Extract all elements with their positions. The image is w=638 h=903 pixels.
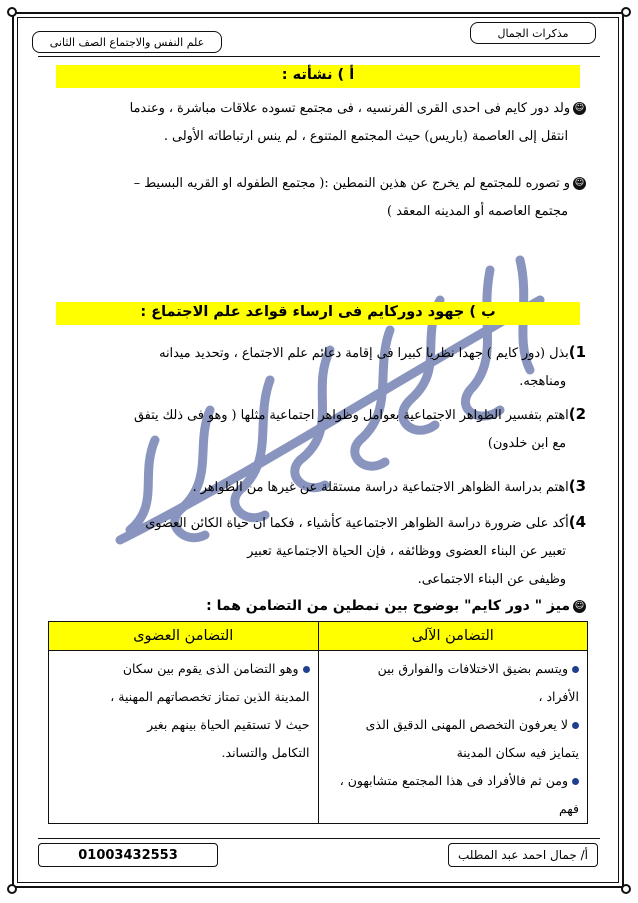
footer-phone: 01003432553 <box>38 843 218 867</box>
section-b-item-3 <box>41 472 586 502</box>
solidarity-heading-text: ميز " دور كايم" بوضوح بين نمطين من التضامن هما : <box>206 598 570 614</box>
list-item <box>325 711 580 739</box>
section-a-paragraph-1 <box>46 95 586 151</box>
table-row <box>49 651 588 824</box>
column-header-organic: التضامن العضوى <box>49 622 319 651</box>
item-line: تعبير عن البناء العضوى ووظائفه ، فإن الحياة الاجتماعية تعبير <box>247 544 566 559</box>
header-left-label: علم النفس والاجتماع الصف الثانى <box>32 31 222 53</box>
cell-line: لا يعرفون التخصص المهنى الدقيق الذى <box>365 717 568 732</box>
table-header-row <box>49 622 588 651</box>
section-b-item-4 <box>41 508 586 594</box>
cell-line: ومن ثم فالأفراد فى هذا المجتمع متشابهون ، فهم <box>339 773 579 816</box>
item-line: وظيفى عن البناء الاجتماعى. <box>417 572 566 587</box>
mechanical-cell <box>318 651 588 824</box>
item-number: 1) <box>568 343 586 361</box>
corner-ornament <box>621 884 631 894</box>
section-b-heading: ب ) جهود دوركايم فى ارساء قواعد علم الاجتماع : <box>56 302 580 325</box>
item-line: بذل (دور كايم ) جهدا نظريا كبيرا فى إقامة دعائم علم الاجتماع ، وتحديد ميدانه <box>159 346 569 361</box>
organic-cell <box>49 651 319 824</box>
section-a-paragraph-2 <box>46 170 586 226</box>
paragraph-line: و تصوره للمجتمع لم يخرج عن هذين النمطين :( مجتمع الطفوله او القريه البسيط – <box>133 176 570 191</box>
bullet-dot-icon <box>303 666 310 673</box>
bullet-dot-icon <box>572 778 579 785</box>
paragraph-line: مجتمع العاصمه أو المدينه المعقد ) <box>387 204 568 219</box>
smiley-bullet-icon: ☺ <box>574 178 585 188</box>
list-item <box>55 655 310 683</box>
smiley-bullet-icon: ☺ <box>574 103 585 113</box>
smiley-bullet-icon: ☺ <box>574 600 585 611</box>
corner-ornament <box>621 7 631 17</box>
cell-line: ويتسم بضيق الاختلافات والفوارق بين <box>377 661 568 676</box>
item-line: أكد على ضرورة دراسة الظواهر الاجتماعية كأشياء ، فكما ان حياة الكائن العضوى <box>145 516 569 531</box>
item-line: مع ابن خلدون) <box>487 436 566 451</box>
item-number: 3) <box>568 477 586 495</box>
section-a-heading: أ ) نشأته : <box>56 65 580 88</box>
header-divider <box>38 56 600 57</box>
cell-line: التكامل والتساند. <box>221 745 310 760</box>
list-item <box>325 767 580 823</box>
item-line: اهتم بتفسير الظواهر الاجتماعية بعوامل وظواهر اجتماعية مثلها ( وهو فى ذلك يتفق <box>133 408 569 423</box>
cell-line: وهو التضامن الذى يقوم بين سكان <box>122 661 299 676</box>
solidarity-heading <box>46 598 586 614</box>
cell-line: حيث لا تستقيم الحياة بينهم بغير <box>147 717 310 732</box>
item-number: 4) <box>568 513 586 531</box>
footer-author: أ/ جمال احمد عبد المطلب <box>448 843 598 867</box>
cell-line: المدينة الذين تمتاز تخصصاتهم المهنية ، <box>110 689 310 704</box>
solidarity-comparison-table <box>48 621 588 824</box>
footer-divider <box>38 838 600 839</box>
bullet-dot-icon <box>572 666 579 673</box>
corner-ornament <box>7 7 17 17</box>
cell-line: الأفراد ، <box>538 689 579 704</box>
paragraph-line: انتقل إلى العاصمة (باريس) حيث المجتمع المتنوع ، لم ينس ارتباطاته الأولى . <box>163 129 568 144</box>
bullet-dot-icon <box>572 722 579 729</box>
cell-line: يتمايز فيه سكان المدينة <box>456 745 579 760</box>
item-line: اهتم بدراسة الظواهر الاجتماعية دراسة مستقلة عن غيرها من الظواهر . <box>192 480 569 495</box>
section-b-item-1 <box>41 338 586 396</box>
item-number: 2) <box>568 405 586 423</box>
section-b-item-2 <box>41 400 586 458</box>
paragraph-line: ولد دور كايم فى احدى القرى الفرنسيه ، فى مجتمع تسوده علاقات مباشرة ، وعندما <box>129 101 570 116</box>
corner-ornament <box>7 884 17 894</box>
column-header-mechanical: التضامن الآلى <box>318 622 588 651</box>
list-item <box>325 655 580 683</box>
item-line: ومناهجه. <box>519 374 566 389</box>
header-right-label: مذكرات الجمال <box>470 22 596 44</box>
